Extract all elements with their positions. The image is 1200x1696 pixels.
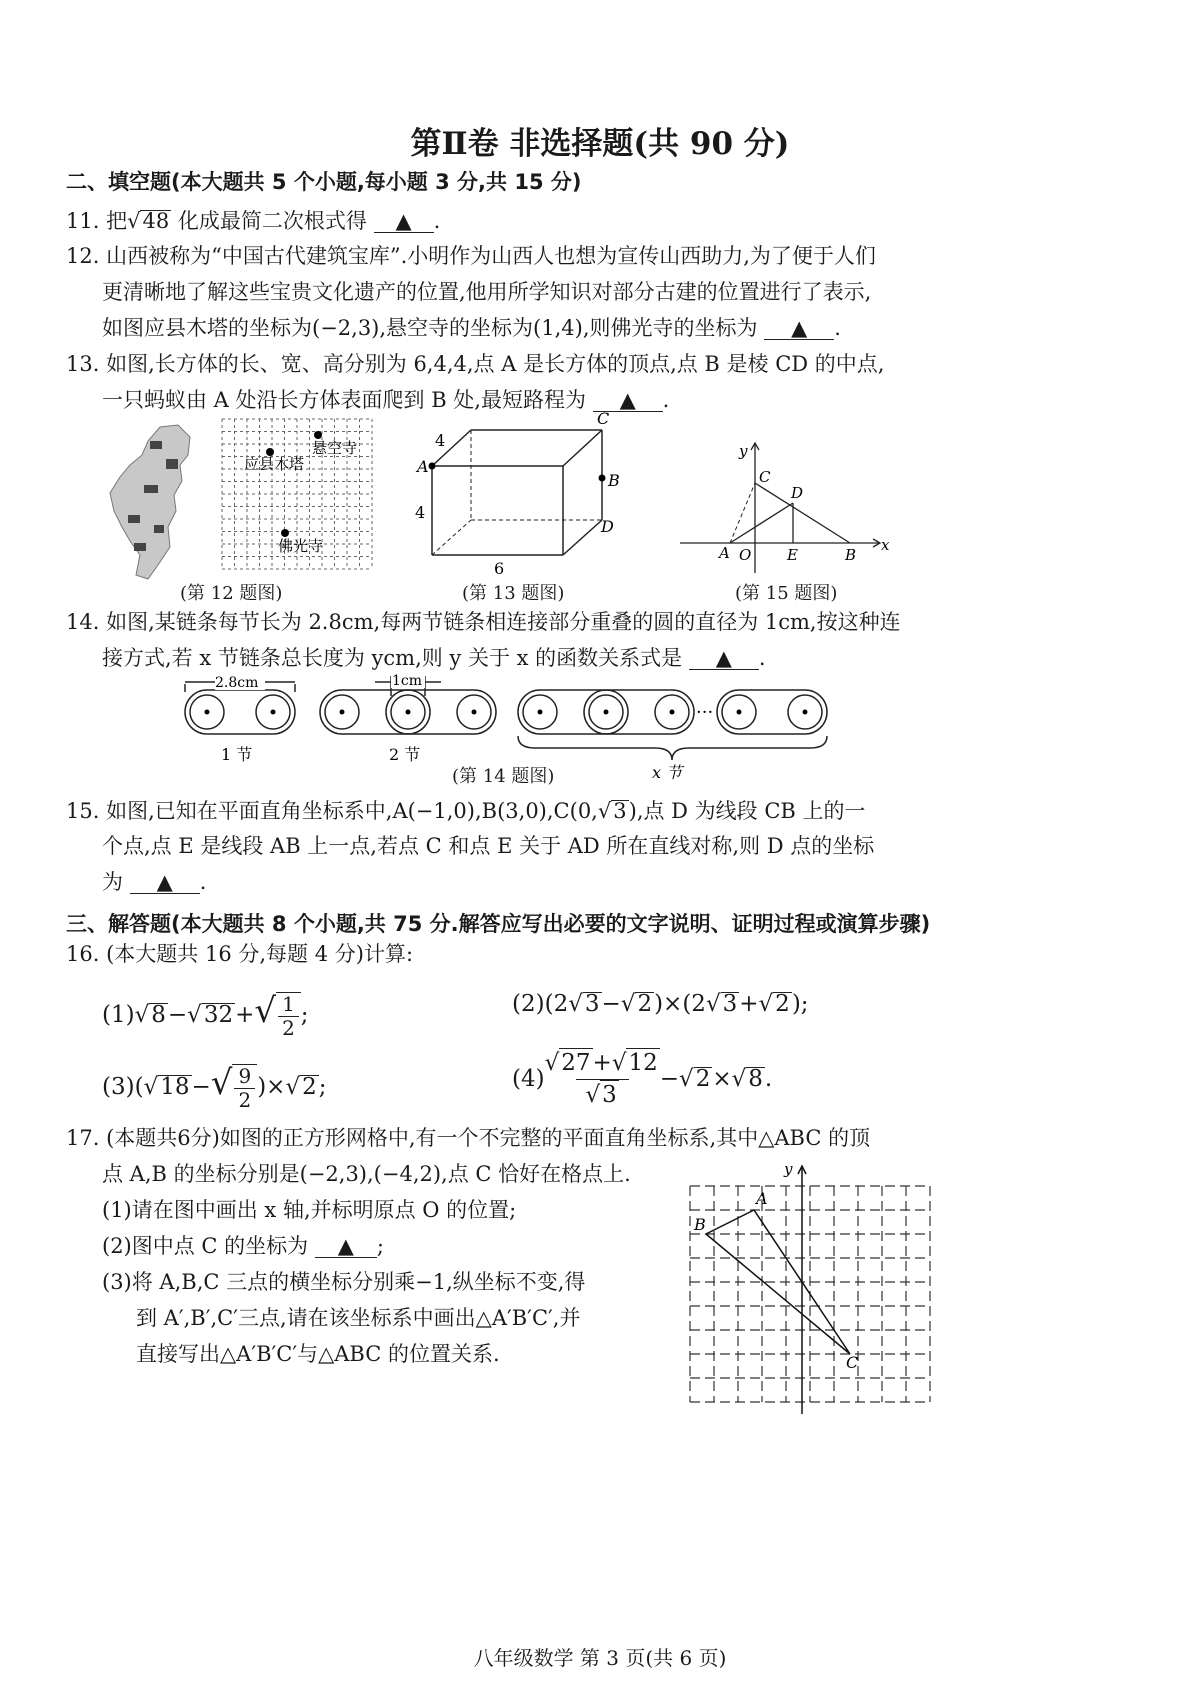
- fraction: [232, 1064, 257, 1112]
- operator: −: [191, 1074, 211, 1100]
- q13-end: .: [662, 388, 670, 412]
- numerator: 1: [282, 992, 295, 1016]
- label-x-axis: x: [881, 536, 890, 554]
- sqrt-sign: √: [585, 1081, 601, 1108]
- label-1cm: 1cm: [392, 673, 423, 689]
- q15-line2: 个点,点 E 是线段 AB 上一点,若点 C 和点 E 关于 AD 所在直线对称,则 D 点的坐标: [102, 834, 875, 858]
- q11-number: 11.: [66, 209, 100, 233]
- sqrt-sign: √: [611, 1050, 627, 1076]
- sqrt-sign: √: [544, 1050, 560, 1076]
- numerator: [545, 1048, 660, 1079]
- q17-sub2: (2)图中点 C 的坐标为: [102, 1234, 309, 1258]
- q16-part1: [102, 992, 309, 1040]
- section2-heading: 二、填空题(本大题共 5 个小题,每小题 3 分,共 15 分): [66, 170, 582, 194]
- radicand: 3: [584, 991, 600, 1017]
- q15-line3-wrap: [102, 872, 206, 894]
- label-y-axis: y: [739, 442, 748, 460]
- sqrt-sign: √: [210, 1063, 233, 1103]
- end-punct: ;: [300, 1002, 309, 1028]
- q13-number: 13.: [66, 352, 100, 376]
- figure-15: [675, 438, 895, 578]
- denominator: [576, 1079, 629, 1111]
- sqrt-sign: √: [705, 991, 721, 1017]
- operator: +: [592, 1050, 612, 1076]
- fig12-caption: (第 12 题图): [180, 583, 283, 604]
- q12-answer-blank[interactable]: ▲: [764, 318, 834, 340]
- operator: +: [739, 991, 759, 1017]
- q11-text: 化成最简二次根式得: [177, 209, 367, 233]
- q16-number: 16.: [66, 942, 100, 966]
- paren: (: [134, 1074, 144, 1100]
- operator: −: [659, 1065, 680, 1092]
- q14-end: .: [758, 646, 766, 670]
- question-13: [66, 354, 884, 375]
- q12-number: 12.: [66, 244, 100, 268]
- sqrt-sign: √: [134, 1002, 150, 1028]
- label-y-axis: y: [784, 1160, 793, 1178]
- sqrt-sign: √: [127, 209, 141, 233]
- q12-end: .: [834, 316, 841, 340]
- q17-line1: (本题共6分)如图的正方形网格中,有一个不完整的平面直角坐标系,其中△ABC 的顶: [106, 1126, 871, 1150]
- chain-ellipsis: ···: [696, 702, 714, 723]
- q17-sub3b: 到 A′,B′,C′三点,请在该坐标系中画出△A′B′C′,并: [136, 1306, 581, 1330]
- label-A: A: [756, 1189, 768, 1208]
- sqrt-sign: √: [187, 1002, 202, 1028]
- q15-answer-blank[interactable]: ▲: [130, 872, 200, 894]
- radicand: 12: [626, 1048, 659, 1079]
- label-A: A: [719, 544, 730, 562]
- radicand: 3: [722, 991, 738, 1017]
- q15-end: .: [199, 870, 207, 894]
- q12-line2: 更清晰地了解这些宝贵文化遗产的位置,他用所学知识对部分古建的位置进行了表示,: [102, 280, 872, 304]
- radicand: 2: [302, 1074, 317, 1100]
- fraction: [276, 992, 301, 1040]
- q17-sub2-wrap: [102, 1236, 384, 1258]
- q11-end: .: [433, 209, 441, 233]
- label-D: D: [791, 484, 804, 502]
- q15-radicand: 3: [613, 799, 627, 823]
- radicand: 2: [775, 991, 790, 1017]
- label-D: D: [601, 517, 614, 536]
- sqrt-sign: √: [143, 1074, 159, 1100]
- operator: +: [235, 1002, 255, 1028]
- radicand: 8: [748, 1066, 763, 1093]
- radicand: 2: [637, 991, 653, 1017]
- label-xuankongsi: 悬空寺: [312, 439, 358, 457]
- operator: ×: [712, 1065, 732, 1092]
- label-2-link: 2 节: [389, 745, 421, 764]
- q16-part3: [102, 1064, 327, 1112]
- label-C: C: [846, 1353, 859, 1372]
- q15-line1b: ),点 D 为线段 CB 上的一: [628, 799, 866, 823]
- expr: )×(2: [654, 991, 706, 1017]
- expr: (2: [544, 991, 569, 1017]
- fig15-caption: (第 15 题图): [735, 583, 838, 604]
- paren: )×: [257, 1074, 286, 1100]
- q13-line2: 一只蚂蚁由 A 处沿长方体表面爬到 B 处,最短路程为: [102, 388, 586, 412]
- label-x-links: x 节: [652, 763, 683, 782]
- sqrt-sign: √: [568, 991, 583, 1017]
- question-14: [66, 612, 901, 633]
- sqrt-sign: √: [254, 991, 277, 1031]
- q13-line1: 如图,长方体的长、宽、高分别为 6,4,4,点 A 是长方体的顶点,点 B 是棱 CD 的中点,: [106, 352, 885, 376]
- q17-line2: 点 A,B 的坐标分别是(−2,3),(−4,2),点 C 恰好在格点上.: [102, 1162, 631, 1186]
- denominator: 2: [234, 1088, 255, 1112]
- label-width: 4: [435, 431, 446, 450]
- sqrt-sign: √: [731, 1065, 747, 1092]
- part-label: (1): [102, 1002, 135, 1028]
- sqrt-sign: √: [285, 1074, 301, 1100]
- label-height: 4: [415, 503, 426, 522]
- section3-heading: 三、解答题(本大题共 8 个小题,共 75 分.解答应写出必要的文字说明、证明过程或演算步骤): [66, 912, 931, 936]
- q14-line2: 接方式,若 x 节链条总长度为 ycm,则 y 关于 x 的函数关系式是: [102, 646, 683, 670]
- q14-line2-wrap: [102, 648, 766, 670]
- label-E: E: [787, 546, 798, 564]
- radicand: 3: [600, 1080, 619, 1111]
- question-11: [66, 210, 440, 233]
- question-15: [66, 800, 866, 822]
- part-label: (4): [512, 1065, 545, 1092]
- operator: −: [601, 991, 621, 1017]
- part-label: (3): [102, 1074, 135, 1100]
- q13-answer-blank[interactable]: ▲: [593, 390, 663, 412]
- fraction: [545, 1048, 660, 1111]
- label-O: O: [739, 546, 752, 564]
- q17-sub3a: (3)将 A,B,C 三点的横坐标分别乘−1,纵坐标不变,得: [102, 1270, 586, 1294]
- label-C: C: [759, 468, 771, 486]
- q17-answer-blank[interactable]: ▲: [315, 1236, 377, 1258]
- fig13-caption: (第 13 题图): [462, 583, 565, 604]
- sqrt-sign: √: [758, 991, 774, 1017]
- radicand: 18: [160, 1074, 190, 1100]
- q12-line3-wrap: [102, 318, 841, 340]
- label-C: C: [597, 410, 610, 428]
- radicand: 27: [559, 1048, 592, 1079]
- q16-part4: [512, 1048, 772, 1111]
- end-punct: );: [791, 991, 809, 1017]
- radicand: 32: [203, 1002, 234, 1028]
- label-1-link: 1 节: [221, 745, 253, 764]
- denominator: 2: [278, 1016, 299, 1040]
- label-B: B: [694, 1215, 706, 1234]
- label-B: B: [845, 546, 857, 564]
- page-footer: 八年级数学 第 3 页(共 6 页): [473, 1646, 727, 1670]
- q12-line1: 山西被称为“中国古代建筑宝库”.小明作为山西人也想为宣传山西助力,为了便于人们: [106, 244, 876, 268]
- q15-number: 15.: [66, 799, 100, 823]
- label-yingxian-muta: 应县木塔: [244, 455, 305, 473]
- q15-line3: 为: [102, 870, 123, 894]
- question-16: [66, 944, 413, 965]
- part-label: (2): [512, 991, 545, 1017]
- label-length: 6: [494, 559, 505, 578]
- end-punct: .: [764, 1065, 773, 1092]
- q14-answer-blank[interactable]: ▲: [689, 648, 759, 670]
- q17-number: 17.: [66, 1126, 100, 1150]
- radicand: 8: [151, 1002, 166, 1028]
- figure-17-grid: [680, 1160, 940, 1420]
- sqrt-sign: √: [620, 991, 636, 1017]
- q14-number: 14.: [66, 610, 100, 634]
- q11-pre: 把: [106, 209, 128, 233]
- figure-12: [100, 415, 380, 585]
- q17-sub2-end: ;: [376, 1234, 384, 1258]
- q11-answer-blank[interactable]: ▲: [374, 211, 434, 233]
- q16-part2: [512, 992, 809, 1016]
- end-punct: ;: [318, 1074, 327, 1100]
- label-foguangsi: 佛光寺: [278, 537, 324, 555]
- q12-line3: 如图应县木塔的坐标为(−2,3),悬空寺的坐标为(1,4),则佛光寺的坐标为: [102, 316, 758, 340]
- radicand: 2: [695, 1066, 711, 1093]
- figure-13: [405, 410, 625, 580]
- q17-sub3c: 直接写出△A′B′C′与△ABC 的位置关系.: [136, 1342, 500, 1366]
- q13-line2-wrap: [102, 390, 669, 412]
- operator: −: [167, 1002, 188, 1028]
- section-title: 第Ⅱ卷 非选择题(共 90 分): [410, 126, 790, 162]
- sqrt-sign: √: [679, 1065, 694, 1092]
- label-A: A: [417, 457, 429, 476]
- label-2-8cm: 2.8cm: [215, 675, 259, 691]
- q16-intro: (本大题共 16 分,每题 4 分)计算:: [106, 942, 414, 966]
- q14-line1: 如图,某链条每节长为 2.8cm,每两节链条相连接部分重叠的圆的直径为 1cm,按这种连: [106, 610, 901, 634]
- numerator: 9: [238, 1064, 252, 1088]
- fig14-caption: (第 14 题图): [452, 766, 555, 787]
- q15-line1a: 如图,已知在平面直角坐标系中,A(−1,0),B(3,0),C(0,: [106, 799, 598, 823]
- q11-radicand: 48: [142, 209, 170, 233]
- q17-sub1: (1)请在图中画出 x 轴,并标明原点 O 的位置;: [102, 1198, 517, 1222]
- question-17: [66, 1128, 870, 1149]
- question-12: [66, 246, 876, 267]
- sqrt-sign: √: [597, 799, 612, 823]
- label-B: B: [608, 471, 620, 490]
